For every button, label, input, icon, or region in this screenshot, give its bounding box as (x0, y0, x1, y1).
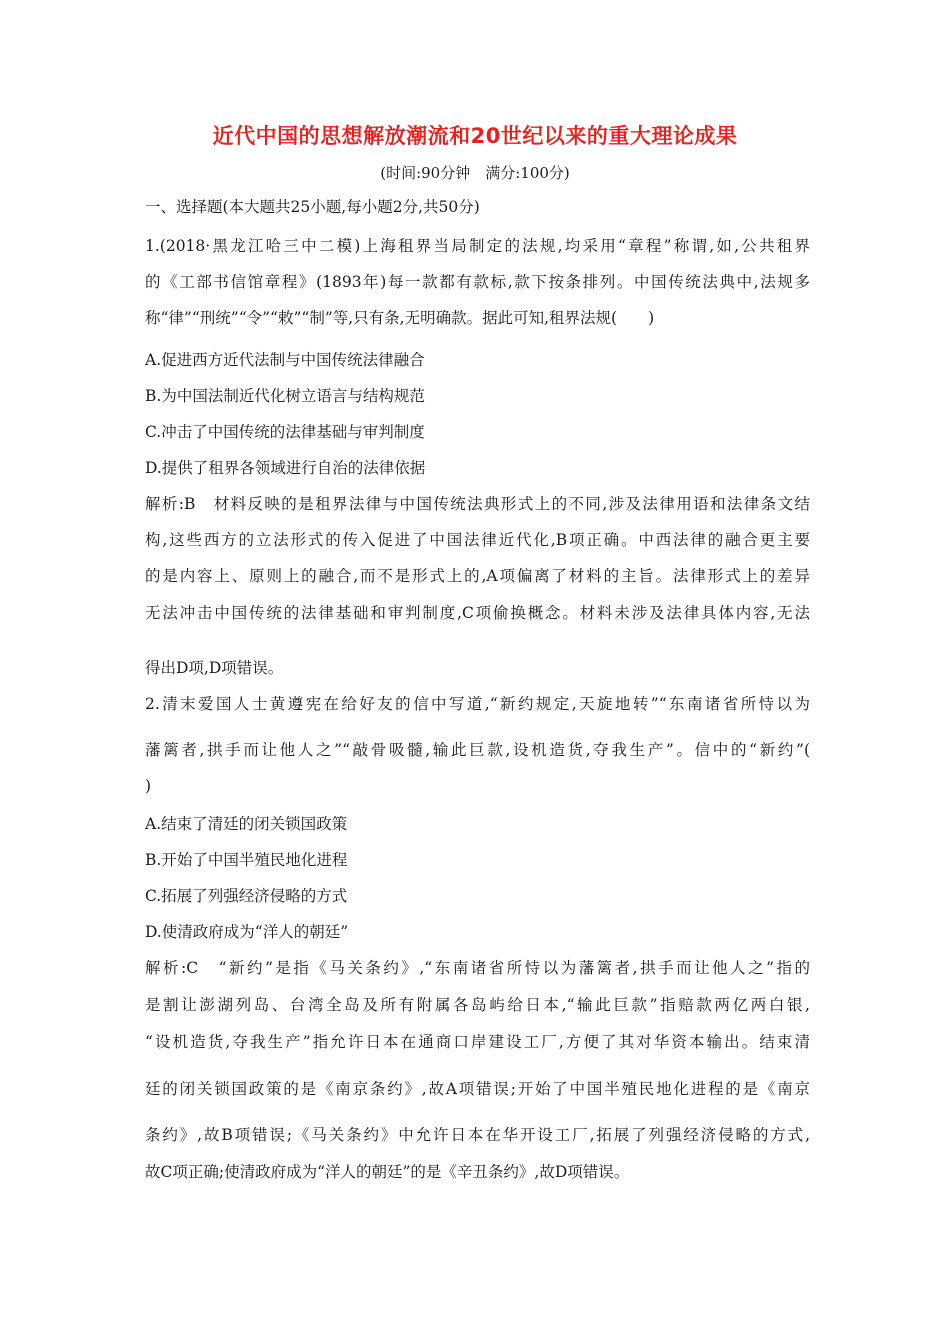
q1-stem-line: 的《工部书信馆章程》(1893年)每一款都有款标,款下按条排列。中国传统法典中,法规多 (145, 273, 810, 291)
q2-analysis-line: 条约》,故B项错误;《马关条约》中允许日本在华开设工厂,拓展了列强经济侵略的方式, (145, 1126, 810, 1144)
document-title: 近代中国的思想解放潮流和20世纪以来的重大理论成果 (212, 124, 738, 148)
q2-analysis-line: 廷的闭关锁国政策的是《南京条约》,故A项错误;开始了中国半殖民地化进程的是《南京 (145, 1080, 810, 1098)
q1-analysis-line: 解析:B 材料反映的是租界法律与中国传统法典形式上的不同,涉及法律用语和法律条文结 (145, 495, 810, 513)
q1-stem-line: 1.(2018·黑龙江哈三中二模)上海租界当局制定的法规,均采用“章程”称谓,如,公共租界 (145, 237, 810, 255)
q2-analysis-line: 故C项正确;使清政府成为“洋人的朝廷”的是《辛丑条约》,故D项错误。 (145, 1163, 630, 1181)
q2-option-a: A.结束了清廷的闭关锁国政策 (145, 815, 348, 833)
q2-analysis-line: “设机造货,夺我生产”指允许日本在通商口岸建设工厂,方便了其对华资本输出。结束清 (145, 1033, 810, 1051)
q2-option-c: C.拓展了列强经济侵略的方式 (145, 887, 348, 905)
q2-stem-line: 藩篱者,拱手而让他人之”“敲骨吸髓,输此巨款,设机造货,夺我生产”。信中的“新约”( (145, 741, 810, 759)
q1-option-d: D.提供了租界各领域进行自治的法律依据 (145, 459, 426, 477)
q1-option-c: C.冲击了中国传统的法律基础与审判制度 (145, 423, 425, 441)
q1-option-a: A.促进西方近代法制与中国传统法律融合 (145, 351, 425, 369)
exam-info: (时间:90分钟 满分:100分) (380, 164, 570, 182)
section-heading: 一、选择题(本大题共25小题,每小题2分,共50分) (145, 198, 480, 216)
q1-stem-line: 称“律”“刑统”“令”“敕”“制”等,只有条,无明确款。据此可知,租界法规( ) (145, 309, 655, 327)
q2-stem-line: 2.清末爱国人士黄遵宪在给好友的信中写道,“新约规定,天旋地转”“东南诸省所恃以为 (145, 695, 810, 713)
q1-option-b: B.为中国法制近代化树立语言与结构规范 (145, 387, 425, 405)
q1-analysis-line: 无法冲击中国传统的法律基础和审判制度,C项偷换概念。材料未涉及法律具体内容,无法 (145, 604, 810, 622)
q1-analysis-line: 的是内容上、原则上的融合,而不是形式上的,A项偏离了材料的主旨。法律形式上的差异 (145, 567, 810, 585)
q1-analysis-line: 构,这些西方的立法形式的传入促进了中国法律近代化,B项正确。中西法律的融合更主要 (145, 531, 810, 549)
q2-analysis-line: 是割让澎湖列岛、台湾全岛及所有附属各岛屿给日本,“输此巨款”指赔款两亿两白银, (145, 996, 810, 1014)
q2-option-d: D.使清政府成为“洋人的朝廷” (145, 923, 349, 941)
q2-stem-line: ) (145, 777, 152, 795)
q2-analysis-line: 解析:C “新约”是指《马关条约》,“东南诸省所恃以为藩篱者,拱手而让他人之”指的 (145, 959, 810, 977)
q1-analysis-line: 得出D项,D项错误。 (145, 659, 284, 677)
q2-option-b: B.开始了中国半殖民地化进程 (145, 851, 348, 869)
